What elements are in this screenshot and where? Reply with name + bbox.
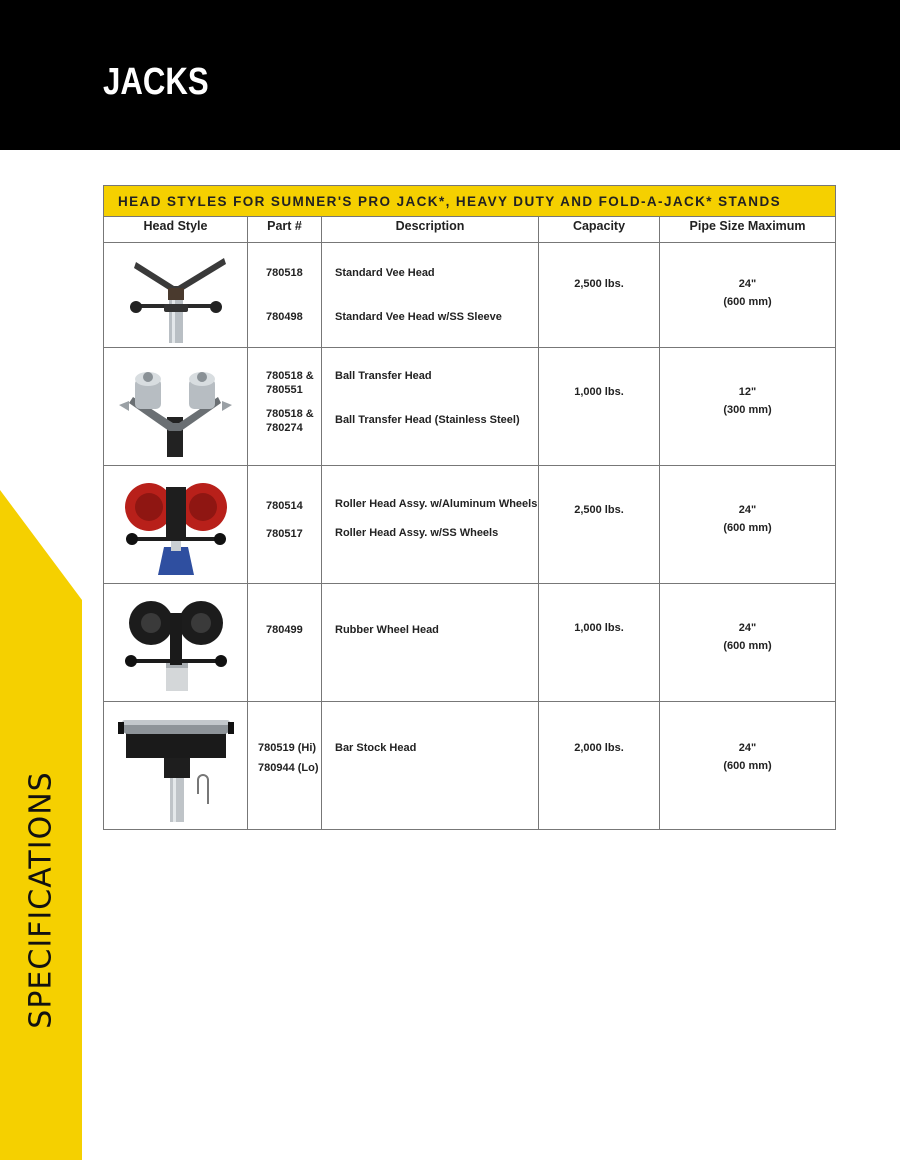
pipe-size: 24"	[738, 742, 757, 754]
ball-transfer-head-image	[104, 348, 248, 466]
capacity: 1,000 lbs.	[574, 622, 624, 634]
pipe-size: 12"	[738, 386, 757, 398]
table-row	[104, 702, 836, 830]
description: Roller Head Assy. w/Aluminum Wheels	[335, 498, 538, 510]
table-row	[104, 243, 836, 348]
part-number: 780551	[266, 384, 303, 396]
description: Standard Vee Head w/SS Sleeve	[335, 311, 502, 323]
part-number: 780274	[266, 422, 303, 434]
pipe-size-mm: (600 mm)	[723, 640, 772, 652]
page-title: JACKS	[103, 61, 209, 103]
table-banner: HEAD STYLES FOR SUMNER'S PRO JACK*, HEAVY DUTY AND FOLD-A-JACK* STANDS	[104, 186, 836, 217]
part-number: 780498	[266, 311, 303, 323]
part-number: 780518 &	[266, 370, 314, 382]
part-number: 780514	[266, 500, 303, 512]
pipe-size: 24"	[738, 622, 757, 634]
side-tab-label: SPECIFICATIONS	[23, 771, 59, 1029]
column-header-capacity: Capacity	[539, 217, 660, 243]
capacity: 1,000 lbs.	[574, 386, 624, 398]
pipe-size-mm: (600 mm)	[723, 522, 772, 534]
capacity: 2,500 lbs.	[574, 504, 624, 516]
description: Bar Stock Head	[335, 742, 417, 754]
description: Standard Vee Head	[335, 267, 435, 279]
head-styles-table	[103, 185, 836, 830]
table-row	[104, 348, 836, 466]
part-number: 780518	[266, 267, 303, 279]
pipe-size-mm: (300 mm)	[723, 404, 772, 416]
pipe-size: 24"	[738, 504, 757, 516]
part-number: 780517	[266, 528, 303, 540]
roller-head-image	[104, 466, 248, 584]
pipe-size-mm: (600 mm)	[723, 296, 772, 308]
header-band	[0, 0, 900, 150]
standard-vee-head-image	[104, 243, 248, 348]
description: Ball Transfer Head (Stainless Steel)	[335, 414, 520, 426]
pipe-size: 24"	[738, 278, 757, 290]
description: Ball Transfer Head	[335, 370, 432, 382]
column-header-part: Part #	[248, 217, 322, 243]
capacity: 2,000 lbs.	[574, 742, 624, 754]
description: Rubber Wheel Head	[335, 624, 439, 636]
table-row	[104, 584, 836, 702]
bar-stock-head-image	[104, 702, 248, 830]
part-number: 780499	[266, 624, 303, 636]
column-header-description: Description	[322, 217, 539, 243]
part-number: 780518 &	[266, 408, 314, 420]
part-number: 780519 (Hi)	[258, 742, 317, 754]
part-number: 780944 (Lo)	[258, 762, 319, 774]
rubber-wheel-head-image	[104, 584, 248, 702]
column-header-head-style: Head Style	[104, 217, 248, 243]
pipe-size-mm: (600 mm)	[723, 760, 772, 772]
table-row	[104, 466, 836, 584]
description: Roller Head Assy. w/SS Wheels	[335, 527, 499, 539]
column-header-pipe-size: Pipe Size Maximum	[660, 217, 836, 243]
capacity: 2,500 lbs.	[574, 278, 624, 290]
